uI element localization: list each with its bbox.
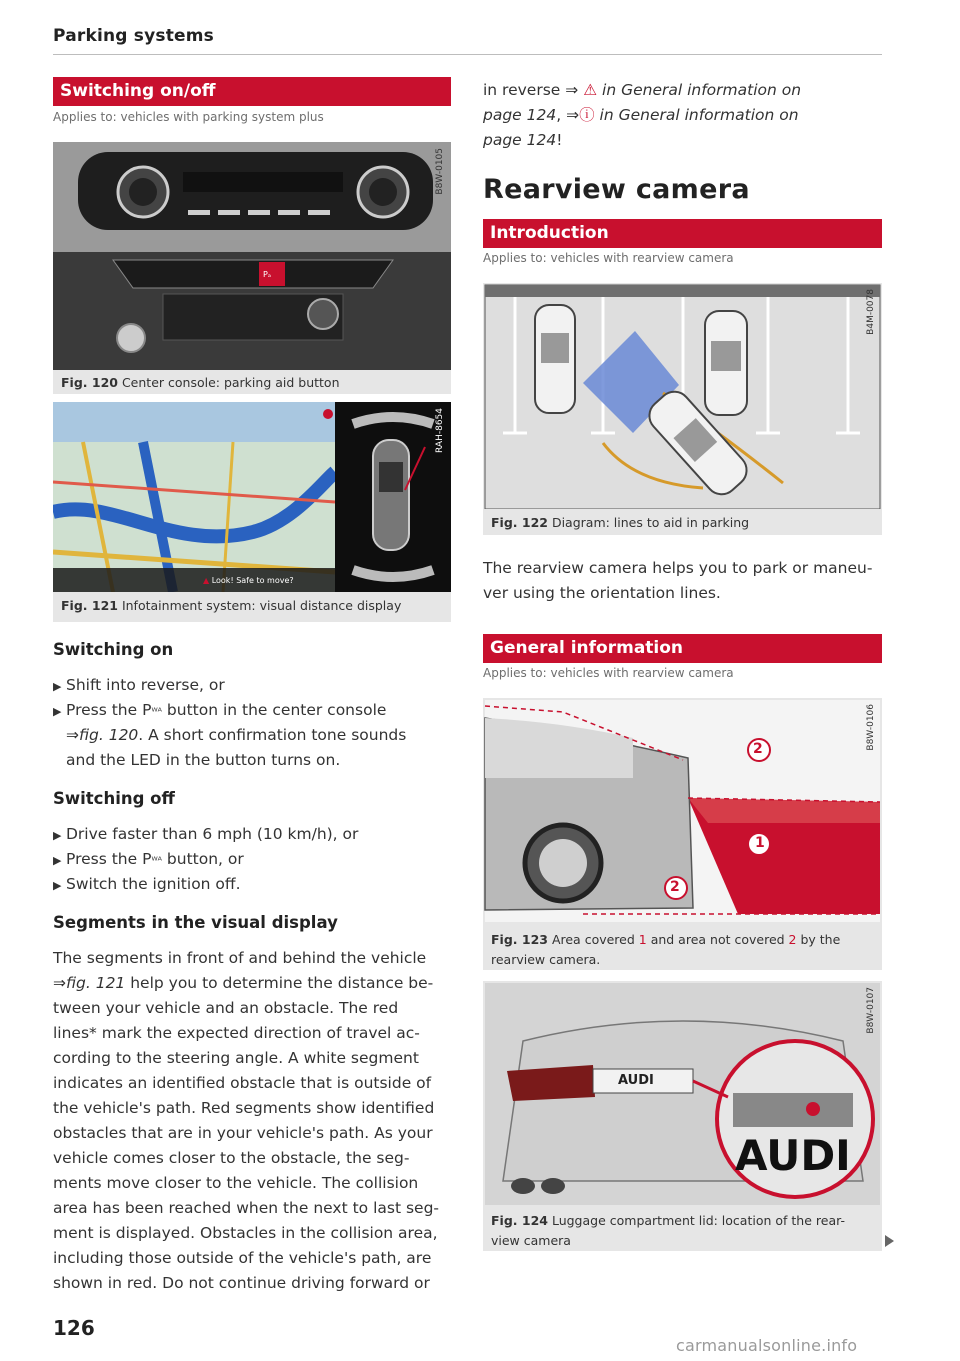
- figure-121: [53, 402, 451, 622]
- heading-switching-on: Switching on: [53, 640, 174, 659]
- figure-caption: [491, 515, 749, 530]
- paragraph-line: The rearview camera helps you to park or maneu-: [483, 559, 873, 577]
- park-assist-button-label: Pₐ: [263, 270, 271, 279]
- figure-label: Fig. 123: [491, 932, 548, 947]
- callout-2-ref: 2: [788, 932, 797, 947]
- figure-123: [483, 698, 882, 970]
- notice-icon: ⓘ: [579, 106, 595, 124]
- list-item: ▶ Press the Pᵂᴬ button, or: [53, 847, 244, 874]
- audi-badge-large: AUDI: [735, 1131, 851, 1180]
- bullet-arrow-icon: ▶: [53, 705, 62, 718]
- figure-label: Fig. 124: [491, 1213, 548, 1228]
- figure-124: [483, 981, 882, 1251]
- paragraph-line: ment is displayed. Obstacles in the collision area,: [53, 1224, 438, 1242]
- figure-caption: Fig. 124 Luggage compartment lid: location of the rear- view camera: [491, 1213, 845, 1248]
- paragraph-line: indicates an identified obstacle that is outside of: [53, 1074, 432, 1092]
- figure-code: B4M-0078: [866, 289, 876, 335]
- distance-display-illustration: [53, 402, 451, 622]
- page-header: [53, 26, 882, 55]
- paragraph-line: shown in red. Do not continue driving forward or: [53, 1274, 430, 1292]
- figure-122: [483, 283, 882, 535]
- figure-caption: [61, 598, 401, 613]
- paragraph-line: the vehicle's path. Red segments show identified: [53, 1099, 435, 1117]
- center-console-illustration: [53, 142, 451, 394]
- figure-reference-link[interactable]: fig. 121: [66, 974, 126, 992]
- figure-120: [53, 142, 451, 394]
- figure-label: Fig. 122: [491, 515, 548, 530]
- paragraph-line: page 124, ⇒ⓘ in General information on: [483, 106, 799, 124]
- heading-segments: Segments in the visual display: [53, 913, 338, 932]
- figure-code: B8W-0107: [866, 987, 876, 1034]
- paragraph-line: tween your vehicle and an obstacle. The red: [53, 999, 399, 1017]
- figure-caption: [61, 375, 340, 390]
- bullet-arrow-icon: ▶: [53, 680, 62, 693]
- paragraph-line: ver using the orientation lines.: [483, 584, 721, 602]
- figure-caption: Fig. 123 Area covered 1 and area not covered 2 by the rearview camera.: [491, 932, 841, 967]
- continue-arrow-icon: [885, 1235, 894, 1247]
- bullet-arrow-icon: ▶: [53, 829, 62, 842]
- warning-icon: ⚠: [583, 81, 598, 99]
- warning-icon: ▲: [203, 576, 212, 585]
- callout-1-ref: 1: [638, 932, 647, 947]
- applies-note: Applies to: vehicles with parking system plus: [53, 110, 324, 124]
- list-item-continuation: and the LED in the button turns on.: [66, 751, 341, 769]
- figure-code: B8W-0106: [866, 704, 876, 751]
- warning-text: ▲ Look! Safe to move?: [203, 576, 294, 585]
- audi-badge-small: AUDI: [618, 1073, 654, 1088]
- section-general-information: General information: [483, 634, 882, 663]
- page-number: 126: [53, 1316, 95, 1340]
- paragraph-line: ⇒fig. 121 help you to determine the distance be-: [53, 974, 434, 992]
- figure-reference-link[interactable]: fig. 120: [79, 726, 139, 744]
- figure-label: Fig. 120: [61, 375, 118, 390]
- cross-reference-link[interactable]: in General information on: [597, 81, 802, 99]
- parking-diagram: [483, 283, 882, 535]
- paragraph-line: lines* mark the expected direction of travel ac-: [53, 1024, 420, 1042]
- callout-2: 2: [753, 741, 763, 757]
- paragraph-line: The segments in front of and behind the vehicle: [53, 949, 427, 967]
- heading-switching-off: Switching off: [53, 789, 175, 808]
- list-item: ▶ Shift into reverse, or: [53, 673, 225, 699]
- section-switching-on-off: Switching on/off: [53, 77, 451, 106]
- callout-1: 1: [755, 835, 765, 851]
- chapter-title-rearview-camera: Rearview camera: [483, 174, 750, 205]
- paragraph-line: including those outside of the vehicle's path, are: [53, 1249, 432, 1267]
- applies-note: Applies to: vehicles with rearview camera: [483, 251, 734, 265]
- list-item: ▶ Drive faster than 6 mph (10 km/h), or: [53, 822, 358, 848]
- parking-icon: ᵂᴬ: [151, 707, 162, 718]
- figure-code: B8W-0105: [435, 148, 445, 195]
- cross-reference-link[interactable]: page 124: [483, 131, 557, 149]
- parking-icon: ᵂᴬ: [151, 856, 162, 867]
- cross-reference-link[interactable]: page 124: [483, 106, 557, 124]
- bullet-arrow-icon: ▶: [53, 854, 62, 867]
- watermark: carmanualsonline.info: [676, 1336, 858, 1355]
- applies-note: Applies to: vehicles with rearview camera: [483, 666, 734, 680]
- section-introduction: Introduction: [483, 219, 882, 248]
- paragraph-line: page 124!: [483, 131, 563, 149]
- figure-caption-text: Diagram: lines to aid in parking: [551, 515, 750, 530]
- paragraph-line: cording to the steering angle. A white segment: [53, 1049, 419, 1067]
- list-item: ▶ Press the Pᵂᴬ button in the center console: [53, 698, 386, 725]
- callout-2: 2: [670, 879, 680, 895]
- list-item: ▶ Switch the ignition off.: [53, 872, 241, 898]
- paragraph-line: obstacles that are in your vehicle's path. As your: [53, 1124, 433, 1142]
- figure-caption-text: Infotainment system: visual distance display: [121, 598, 402, 613]
- cross-reference-link[interactable]: in General information on: [594, 106, 799, 124]
- page-header-title: Parking systems: [53, 26, 214, 46]
- paragraph-line: vehicle comes closer to the obstacle, the seg-: [53, 1149, 410, 1167]
- paragraph-line: area has been reached when the next to last seg-: [53, 1199, 440, 1217]
- figure-caption-text: Center console: parking aid button: [121, 375, 340, 390]
- paragraph-line: in reverse ⇒ ⚠ in General information on: [483, 81, 802, 99]
- bullet-arrow-icon: ▶: [53, 879, 62, 892]
- figure-label: Fig. 121: [61, 598, 118, 613]
- figure-code: RAH-8654: [435, 408, 445, 453]
- ref-arrow: ⇒: [66, 726, 79, 744]
- list-item-continuation: ⇒fig. 120. A short confirmation tone sounds: [66, 726, 407, 744]
- paragraph-line: ments move closer to the vehicle. The collision: [53, 1174, 419, 1192]
